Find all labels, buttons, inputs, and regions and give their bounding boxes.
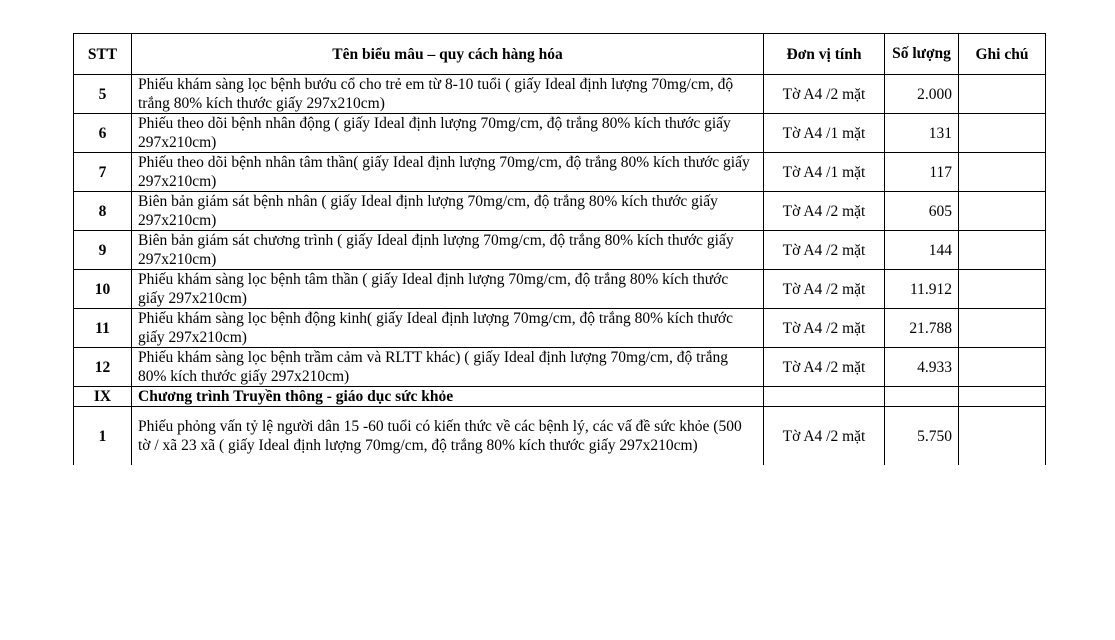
row-note <box>959 231 1046 270</box>
row-stt: 5 <box>74 75 132 114</box>
supply-table <box>73 33 1046 465</box>
table-row <box>74 75 1046 114</box>
row-name: Phiếu khám sàng lọc bệnh bướu cổ cho trẻ em từ 8-10 tuổi ( giấy Ideal định lượng 70mg/cm, độ trắng 80% kích thước giấy 297x210cm) <box>132 75 764 114</box>
row-unit: Tờ A4 /2 mặt <box>764 75 885 114</box>
row-qty: 2.000 <box>885 75 959 114</box>
section-note-empty <box>959 387 1046 407</box>
section-stt: IX <box>74 387 132 407</box>
header-unit: Đơn vị tính <box>764 34 885 75</box>
row-note <box>959 75 1046 114</box>
row-stt: 8 <box>74 192 132 231</box>
row-qty: 5.750 <box>885 407 959 466</box>
row-stt: 12 <box>74 348 132 387</box>
row-unit: Tờ A4 /2 mặt <box>764 270 885 309</box>
row-note <box>959 114 1046 153</box>
header-stt: STT <box>74 34 132 75</box>
row-unit: Tờ A4 /2 mặt <box>764 407 885 466</box>
row-name: Biên bản giám sát chương trình ( giấy Ideal định lượng 70mg/cm, độ trắng 80% kích thước giấy 297x210cm) <box>132 231 764 270</box>
table-row <box>74 192 1046 231</box>
row-name: Phiếu khám sàng lọc bệnh động kinh( giấy Ideal định lượng 70mg/cm, độ trắng 80% kích thước giấy 297x210cm) <box>132 309 764 348</box>
row-unit: Tờ A4 /2 mặt <box>764 309 885 348</box>
table-row <box>74 407 1046 466</box>
section-title: Chương trình Truyền thông - giáo dục sức khỏe <box>132 387 764 407</box>
row-stt: 1 <box>74 407 132 466</box>
row-name: Biên bản giám sát bệnh nhân ( giấy Ideal định lượng 70mg/cm, độ trắng 80% kích thước giấy 297x210cm) <box>132 192 764 231</box>
header-note: Ghi chú <box>959 34 1046 75</box>
table-row <box>74 114 1046 153</box>
row-qty: 11.912 <box>885 270 959 309</box>
row-name: Phiếu theo dõi bệnh nhân động ( giấy Ideal định lượng 70mg/cm, độ trắng 80% kích thước giấy 297x210cm) <box>132 114 764 153</box>
row-note <box>959 348 1046 387</box>
section-unit-empty <box>764 387 885 407</box>
row-unit: Tờ A4 /2 mặt <box>764 192 885 231</box>
row-note <box>959 192 1046 231</box>
row-note <box>959 309 1046 348</box>
row-name: Phiếu khám sàng lọc bệnh tâm thần ( giấy Ideal định lượng 70mg/cm, độ trắng 80% kích thước giấy 297x210cm) <box>132 270 764 309</box>
row-note <box>959 153 1046 192</box>
header-name: Tên biểu mâu – quy cách hàng hóa <box>132 34 764 75</box>
section-row <box>74 387 1046 407</box>
row-stt: 9 <box>74 231 132 270</box>
row-stt: 7 <box>74 153 132 192</box>
table-row <box>74 270 1046 309</box>
row-qty: 605 <box>885 192 959 231</box>
row-qty: 117 <box>885 153 959 192</box>
header-row <box>74 34 1046 75</box>
row-qty: 21.788 <box>885 309 959 348</box>
row-qty: 131 <box>885 114 959 153</box>
table-row <box>74 153 1046 192</box>
row-qty: 144 <box>885 231 959 270</box>
row-unit: Tờ A4 /1 mặt <box>764 153 885 192</box>
row-qty: 4.933 <box>885 348 959 387</box>
row-stt: 10 <box>74 270 132 309</box>
row-name: Phiếu theo dõi bệnh nhân tâm thần( giấy Ideal định lượng 70mg/cm, độ trắng 80% kích thước giấy 297x210cm) <box>132 153 764 192</box>
row-name: Phiếu phỏng vấn tỷ lệ người dân 15 -60 tuổi có kiến thức về các bệnh lý, các vấ đề sức khỏe (500 tờ / xã 23 xã ( giấy Ideal định lượng 70mg/cm, độ trắng 80% kích thước giấy 297x210cm) <box>132 407 764 466</box>
row-unit: Tờ A4 /1 mặt <box>764 114 885 153</box>
row-name: Phiếu khám sàng lọc bệnh trầm cảm và RLTT khác) ( giấy Ideal định lượng 70mg/cm, độ trắng 80% kích thước giấy 297x210cm) <box>132 348 764 387</box>
table-row <box>74 309 1046 348</box>
row-note <box>959 270 1046 309</box>
row-unit: Tờ A4 /2 mặt <box>764 348 885 387</box>
table-row <box>74 231 1046 270</box>
row-unit: Tờ A4 /2 mặt <box>764 231 885 270</box>
row-note <box>959 407 1046 466</box>
section-qty-empty <box>885 387 959 407</box>
row-stt: 6 <box>74 114 132 153</box>
table-row <box>74 348 1046 387</box>
header-qty: Số lượng <box>885 34 959 75</box>
row-stt: 11 <box>74 309 132 348</box>
